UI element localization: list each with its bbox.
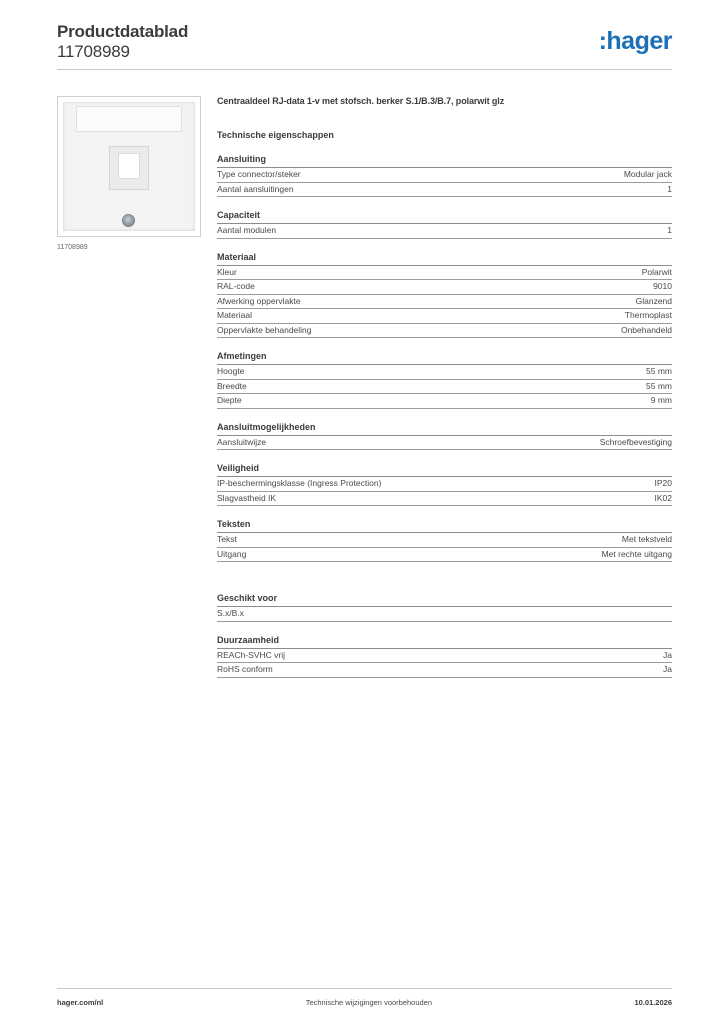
- spec-section: [217, 350, 672, 409]
- spec-row: [217, 607, 672, 622]
- spec-value: Thermoplast: [624, 310, 672, 320]
- spec-value: 55 mm: [646, 380, 672, 391]
- spec-value: 1: [667, 183, 672, 194]
- section-heading: Duurzaamheid: [217, 634, 672, 649]
- spec-row: [217, 168, 672, 183]
- spec-row: [217, 309, 672, 324]
- spec-row: [217, 477, 672, 492]
- spec-key: Kleur: [217, 266, 237, 277]
- screw-icon: [122, 214, 135, 227]
- spec-value: 1: [667, 225, 672, 235]
- spec-value: Glanzend: [635, 295, 672, 306]
- spec-value: Met tekstveld: [621, 534, 672, 544]
- spec-key: Diepte: [217, 395, 242, 405]
- spec-section: [217, 209, 672, 239]
- spec-value: Polarwit: [641, 266, 672, 277]
- spec-value: Modular jack: [623, 169, 672, 179]
- spec-row: [217, 295, 672, 310]
- wall-plate: [63, 102, 195, 231]
- section-heading: Aansluitmogelijkheden: [217, 421, 672, 436]
- spec-row: [217, 224, 672, 239]
- spec-key: IP-beschermingsklasse (Ingress Protection): [217, 478, 382, 488]
- logo-text: hager: [606, 27, 672, 55]
- spec-value: 55 mm: [646, 366, 672, 376]
- product-specs: [217, 94, 672, 678]
- spec-section: [217, 634, 672, 678]
- spec-value: 9 mm: [650, 395, 672, 405]
- spec-value: IP20: [654, 478, 672, 488]
- rj-jack-opening: [109, 146, 149, 190]
- spec-key: Oppervlakte behandeling: [217, 324, 312, 335]
- spec-key: Aantal aansluitingen: [217, 183, 294, 194]
- section-heading: Aansluiting: [217, 153, 672, 168]
- hager-logo: :hager: [598, 27, 672, 55]
- page-footer: [57, 988, 672, 1007]
- spec-value: Ja: [663, 664, 672, 674]
- product-title: Centraaldeel RJ-data 1-v met stofsch. berker S.1/B.3/B.7, polarwit glz: [217, 96, 505, 106]
- spec-key: Breedte: [217, 380, 247, 391]
- document-title: Productdatablad: [57, 22, 189, 41]
- spec-row: [217, 548, 672, 563]
- spec-row: [217, 266, 672, 281]
- spec-section: [217, 462, 672, 506]
- tech-properties-heading: Technische eigenschappen: [217, 130, 334, 140]
- spec-key: S.x/B.x: [217, 608, 244, 618]
- section-heading: Veiligheid: [217, 462, 672, 477]
- spec-row: [217, 533, 672, 548]
- spec-row: [217, 394, 672, 409]
- spec-value: Onbehandeld: [620, 324, 672, 335]
- spec-key: Type connector/steker: [217, 169, 301, 179]
- spec-row: [217, 663, 672, 678]
- spec-value: Ja: [663, 649, 672, 660]
- spec-key: Aansluitwijze: [217, 436, 267, 447]
- spec-value: Met rechte uitgang: [601, 548, 672, 559]
- spec-value: Schroefbevestiging: [599, 436, 672, 447]
- spec-key: Aantal modulen: [217, 225, 277, 235]
- spec-section: [217, 421, 672, 451]
- section-heading: Capaciteit: [217, 209, 672, 224]
- spec-row: [217, 380, 672, 395]
- spec-row: [217, 436, 672, 451]
- spec-row: [217, 492, 672, 507]
- spec-section: [217, 153, 672, 197]
- footer-disclaimer: Technische wijzigingen voorbehouden: [305, 998, 433, 1007]
- section-heading: Materiaal: [217, 251, 672, 266]
- spec-section: [217, 251, 672, 339]
- spec-key: Uitgang: [217, 548, 247, 559]
- label-field: [76, 106, 182, 132]
- spec-row: [217, 365, 672, 380]
- section-heading: Geschikt voor: [217, 592, 672, 607]
- spec-value: 9010: [653, 281, 672, 291]
- spec-key: Slagvastheid IK: [217, 492, 277, 503]
- spec-section: [217, 518, 672, 562]
- spec-row: [217, 280, 672, 295]
- spec-key: Hoogte: [217, 366, 245, 376]
- spec-row: [217, 649, 672, 664]
- section-heading: Afmetingen: [217, 350, 672, 365]
- product-image: [57, 96, 201, 237]
- spec-section: [217, 592, 672, 622]
- spec-key: Afwerking oppervlakte: [217, 295, 301, 306]
- section-heading: Teksten: [217, 518, 672, 533]
- document-number: 11708989: [57, 42, 130, 61]
- spec-row: [217, 324, 672, 339]
- spec-key: REACh-SVHC vrij: [217, 649, 286, 660]
- image-caption: 11708989: [57, 244, 88, 251]
- footer-website: hager.com/nl: [57, 998, 104, 1007]
- spec-sections: [217, 153, 672, 678]
- footer-date: 10.01.2026: [634, 998, 672, 1007]
- spec-value: IK02: [654, 492, 672, 503]
- page-header: [57, 22, 672, 70]
- spec-key: Tekst: [217, 534, 237, 544]
- spec-row: [217, 183, 672, 198]
- spec-key: Materiaal: [217, 310, 252, 320]
- spec-key: RAL-code: [217, 281, 255, 291]
- spec-key: RoHS conform: [217, 664, 273, 674]
